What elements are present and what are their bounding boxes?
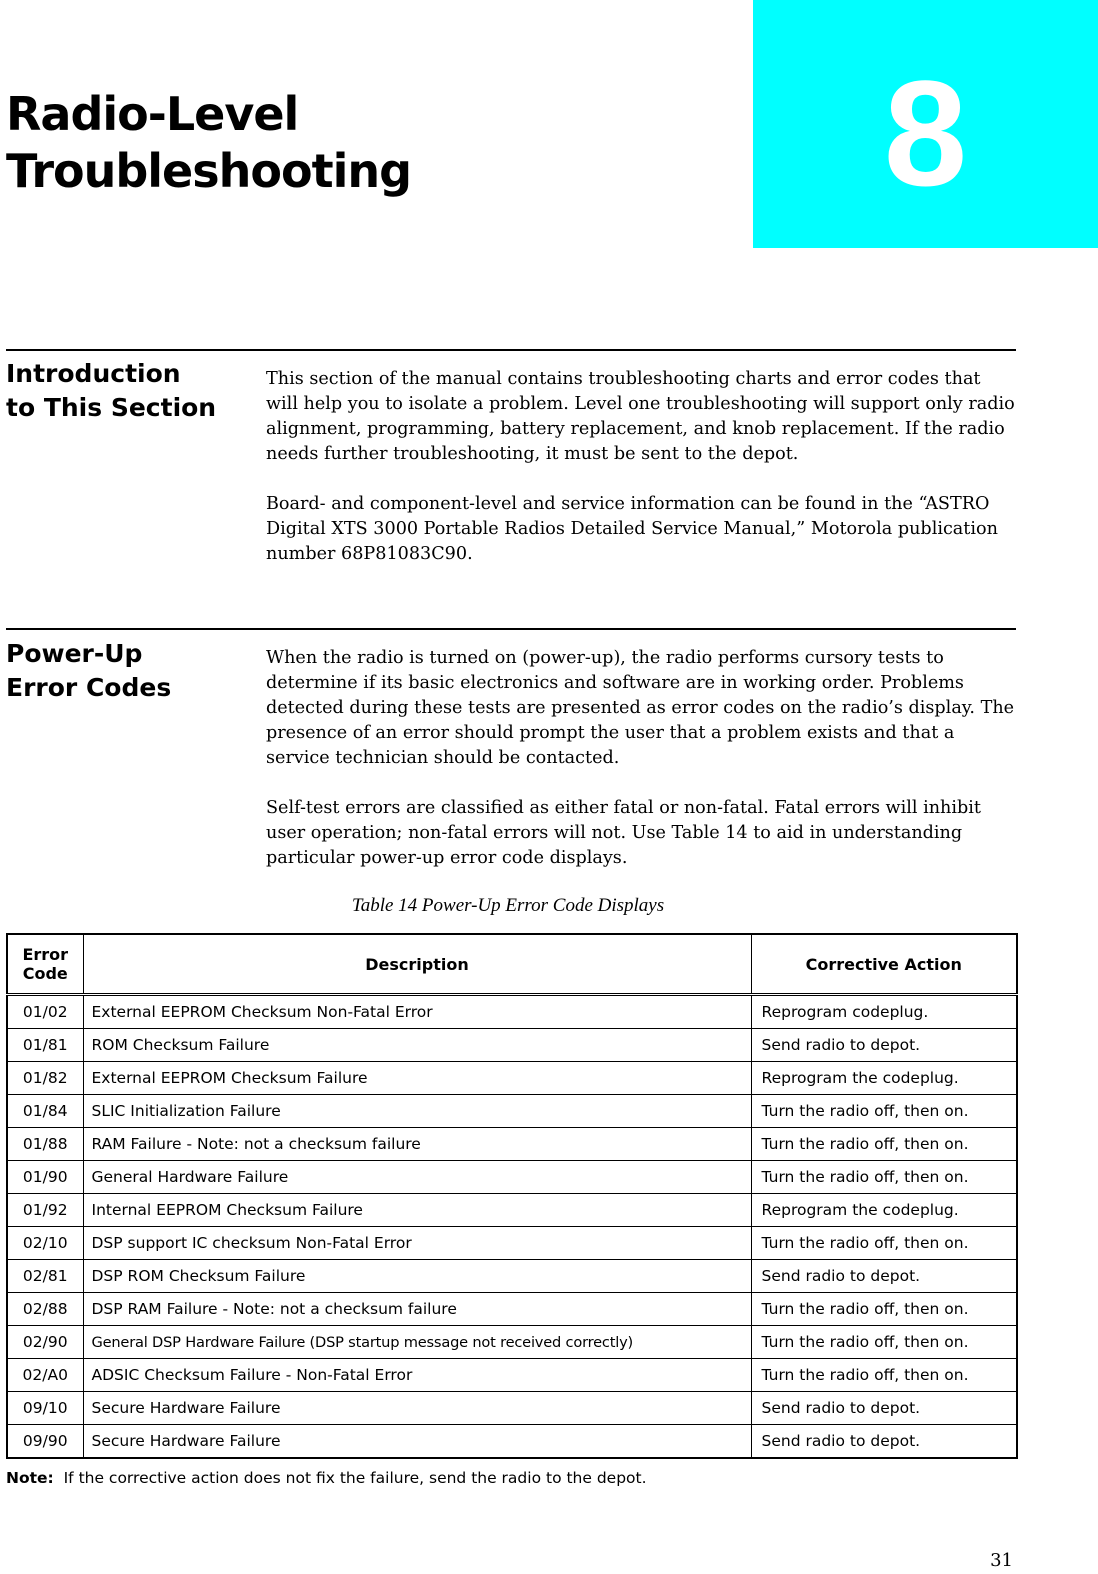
paragraph: Self-test errors are classified as either fatal or non-fatal. Fatal errors will inhibit user operation; non-fatal errors will not. Use Table 14 to aid in understanding particular power-up error code displays. — [266, 798, 981, 868]
paragraph: This section of the manual contains troubleshooting charts and error codes that will help you to isolate a problem. Level one troubleshooting will support only radio alignment, programming, battery replacement, and knob replacement. If the radio needs further troubleshooting, it must be sent to the depot. — [266, 369, 1015, 464]
table-row — [7, 1194, 1017, 1227]
chapter-title — [6, 86, 411, 200]
table-row — [7, 1128, 1017, 1161]
section-body-introduction — [266, 367, 1016, 592]
cell-description: General DSP Hardware Failure (DSP startup message not received correctly) — [83, 1326, 751, 1359]
cell-code: 01/81 — [7, 1029, 83, 1062]
table-caption: Table 14 Power-Up Error Code Displays — [351, 895, 665, 916]
cell-code: 02/81 — [7, 1260, 83, 1293]
cell-description: Internal EEPROM Checksum Failure — [83, 1194, 751, 1227]
cell-action: Turn the radio off, then on. — [751, 1227, 1017, 1260]
cell-code: 01/02 — [7, 995, 83, 1029]
cell-description: DSP support IC checksum Non-Fatal Error — [83, 1227, 751, 1260]
table-row — [7, 1095, 1017, 1128]
header-corrective-action: Corrective Action — [751, 934, 1017, 995]
section-heading-line: Introduction — [6, 359, 181, 388]
cell-code: 01/82 — [7, 1062, 83, 1095]
cell-action: Reprogram the codeplug. — [751, 1194, 1017, 1227]
cell-action: Send radio to depot. — [751, 1392, 1017, 1425]
cell-description: Secure Hardware Failure — [83, 1392, 751, 1425]
table-row — [7, 995, 1017, 1029]
note-label: Note: — [6, 1469, 54, 1487]
page-number: 31 — [990, 1550, 1013, 1571]
table-row — [7, 1359, 1017, 1392]
cell-action: Send radio to depot. — [751, 1029, 1017, 1062]
cell-code: 09/10 — [7, 1392, 83, 1425]
error-code-table — [6, 933, 1018, 1459]
cell-description: External EEPROM Checksum Failure — [83, 1062, 751, 1095]
header-error-code-line-2: Code — [22, 964, 68, 983]
section-divider — [6, 349, 1016, 351]
chapter-number: 8 — [883, 49, 968, 217]
cell-action: Send radio to depot. — [751, 1425, 1017, 1459]
cell-code: 01/92 — [7, 1194, 83, 1227]
paragraph: When the radio is turned on (power-up), the radio performs cursory tests to determine if its basic electronics and software are in working order. Problems detected during these tests are presented as error codes on the radio’s display. The presence of an error should prompt the user that a problem exists and that a service technician should be contacted. — [266, 648, 1015, 768]
cell-action: Turn the radio off, then on. — [751, 1293, 1017, 1326]
cell-action: Turn the radio off, then on. — [751, 1128, 1017, 1161]
cell-description: DSP RAM Failure - Note: not a checksum failure — [83, 1293, 751, 1326]
header-description: Description — [83, 934, 751, 995]
table-header-row — [7, 934, 1017, 995]
section-heading-line: Power-Up — [6, 639, 143, 668]
section-heading-introduction — [6, 357, 246, 425]
section-heading-line: to This Section — [6, 393, 217, 422]
cell-code: 01/90 — [7, 1161, 83, 1194]
header-error-code-line-1: Error — [22, 945, 69, 964]
section-heading-line: Error Codes — [6, 673, 172, 702]
chapter-title-line-1: Radio-Level — [6, 87, 299, 141]
cell-code: 02/90 — [7, 1326, 83, 1359]
paragraph: Board- and component-level and service information can be found in the “ASTRO Digital XTS 3000 Portable Radios Detailed Service Manual,” Motorola publication number 68P81083C90. — [266, 494, 998, 564]
cell-description: DSP ROM Checksum Failure — [83, 1260, 751, 1293]
table-body — [7, 995, 1017, 1459]
table-row — [7, 1326, 1017, 1359]
chapter-number-box — [753, 0, 1098, 248]
cell-action: Reprogram the codeplug. — [751, 1062, 1017, 1095]
cell-action: Turn the radio off, then on. — [751, 1326, 1017, 1359]
cell-code: 02/A0 — [7, 1359, 83, 1392]
chapter-title-line-2: Troubleshooting — [6, 144, 412, 198]
cell-description: RAM Failure - Note: not a checksum failure — [83, 1128, 751, 1161]
table-row — [7, 1062, 1017, 1095]
cell-code: 02/10 — [7, 1227, 83, 1260]
table-row — [7, 1029, 1017, 1062]
header-error-code — [7, 934, 83, 995]
cell-description: ROM Checksum Failure — [83, 1029, 751, 1062]
table-row — [7, 1260, 1017, 1293]
table-row — [7, 1425, 1017, 1459]
table-row — [7, 1161, 1017, 1194]
cell-description: ADSIC Checksum Failure - Non-Fatal Error — [83, 1359, 751, 1392]
section-heading-power-up-error-codes — [6, 637, 246, 705]
section-divider — [6, 628, 1016, 630]
cell-action: Turn the radio off, then on. — [751, 1359, 1017, 1392]
cell-code: 09/90 — [7, 1425, 83, 1459]
cell-description: General Hardware Failure — [83, 1161, 751, 1194]
cell-action: Turn the radio off, then on. — [751, 1095, 1017, 1128]
cell-description: External EEPROM Checksum Non-Fatal Error — [83, 995, 751, 1029]
cell-description: Secure Hardware Failure — [83, 1425, 751, 1459]
cell-code: 01/88 — [7, 1128, 83, 1161]
cell-code: 02/88 — [7, 1293, 83, 1326]
cell-action: Turn the radio off, then on. — [751, 1161, 1017, 1194]
table-note — [6, 1469, 647, 1487]
section-body-power-up-error-codes — [266, 646, 1016, 896]
table-row — [7, 1293, 1017, 1326]
note-text: If the corrective action does not fix the failure, send the radio to the depot. — [63, 1469, 647, 1487]
cell-description: SLIC Initialization Failure — [83, 1095, 751, 1128]
cell-code: 01/84 — [7, 1095, 83, 1128]
cell-action: Reprogram codeplug. — [761, 1003, 929, 1021]
cell-action: Send radio to depot. — [751, 1260, 1017, 1293]
table-row — [7, 1392, 1017, 1425]
table-row — [7, 1227, 1017, 1260]
